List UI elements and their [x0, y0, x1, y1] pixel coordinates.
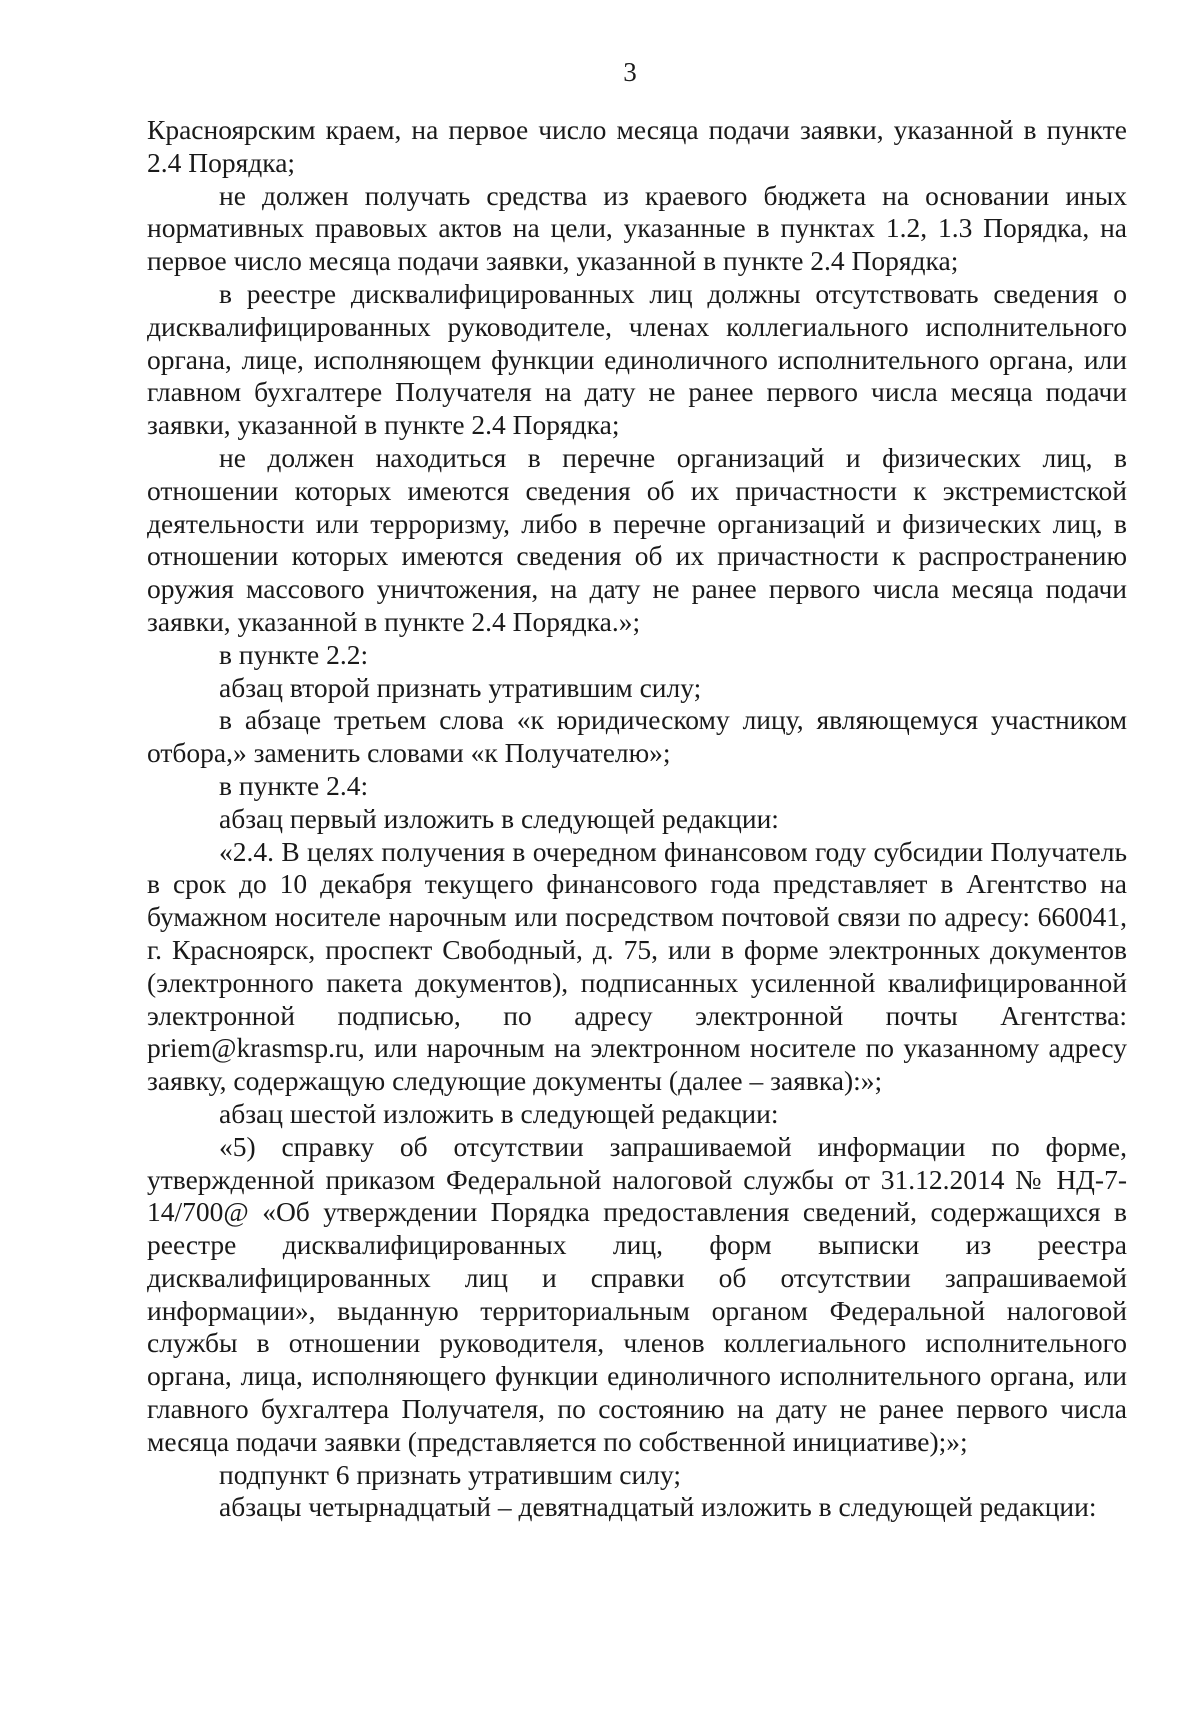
paragraph: абзац шестой изложить в следующей редакции:: [219, 1097, 779, 1129]
paragraph: абзацы четырнадцатый – девятнадцатый изложить в следующей редакции:: [219, 1491, 1097, 1523]
paragraph: Красноярским краем, на первое число месяца подачи заявки, указанной в пункте 2.4 Порядка;: [147, 114, 1127, 178]
paragraph: абзац первый изложить в следующей редакции:: [219, 802, 779, 834]
paragraph: не должен получать средства из краевого бюджета на основании иных нормативных правовых актов на цели, указанные в пунктах 1.2, 1.3 Порядка, на первое число месяца подачи заявки, указанной в пункте 2.4 Порядка;: [147, 179, 1127, 277]
paragraph: в пункте 2.4:: [219, 769, 369, 801]
paragraph: «5) справку об отсутствии запрашиваемой информации по форме, утвержденной приказом Федеральной налоговой службы от 31.12.2014 № НД-7-14/700@ «Об утверждении Порядка предоставления сведений, содержащихся в реестре дисквалифицированных лиц, форм выписки из реестра дисквалифицированных лиц и справки об отсутствии запрашиваемой информации», выданную территориальным органом Федеральной налоговой службы в отношении руководителя, членов коллегиального исполнительного органа, лица, исполняющего функции единоличного исполнительного органа, или главного бухгалтера Получателя, по состоянию на дату не ранее первого числа месяца подачи заявки (представляется по собственной инициативе);»;: [147, 1130, 1127, 1457]
paragraph: абзац второй признать утратившим силу;: [219, 671, 702, 703]
page-number: 3: [623, 57, 637, 87]
document-body: [147, 114, 1127, 1524]
paragraph: подпункт 6 признать утратившим силу;: [219, 1458, 681, 1490]
paragraph: «2.4. В целях получения в очередном финансовом году субсидии Получатель в срок до 10 декабря текущего финансового года представляет в Агентство на бумажном носителе нарочным или посредством почтовой связи по адресу: 660041, г. Красноярск, проспект Свободный, д. 75, или в форме электронных документов (электронного пакета документов), подписанных усиленной квалифицированной электронной подписью, по адресу электронной почты Агентства: priem@krasmsp.ru, или нарочным на электронном носителе по указанному адресу заявку, содержащую следующие документы (далее – заявка):»;: [147, 835, 1127, 1097]
paragraph: в абзаце третьем слова «к юридическому лицу, являющемуся участником отбора,» заменить словами «к Получателю»;: [147, 704, 1127, 769]
paragraph: в реестре дисквалифицированных лиц должны отсутствовать сведения о дисквалифицированных руководителе, членах коллегиального исполнительного органа, лице, исполняющем функции единоличного исполнительного органа, или главном бухгалтере Получателя на дату не ранее первого числа месяца подачи заявки, указанной в пункте 2.4 Порядка;: [147, 277, 1127, 441]
paragraph: в пункте 2.2:: [219, 638, 369, 670]
paragraph: не должен находиться в перечне организаций и физических лиц, в отношении которых имеются сведения об их причастности к экстремистской деятельности или терроризму, либо в перечне организаций и физических лиц, в отношении которых имеются сведения об их причастности к распространению оружия массового уничтожения, на дату не ранее первого числа месяца подачи заявки, указанной в пункте 2.4 Порядка.»;: [147, 441, 1127, 637]
